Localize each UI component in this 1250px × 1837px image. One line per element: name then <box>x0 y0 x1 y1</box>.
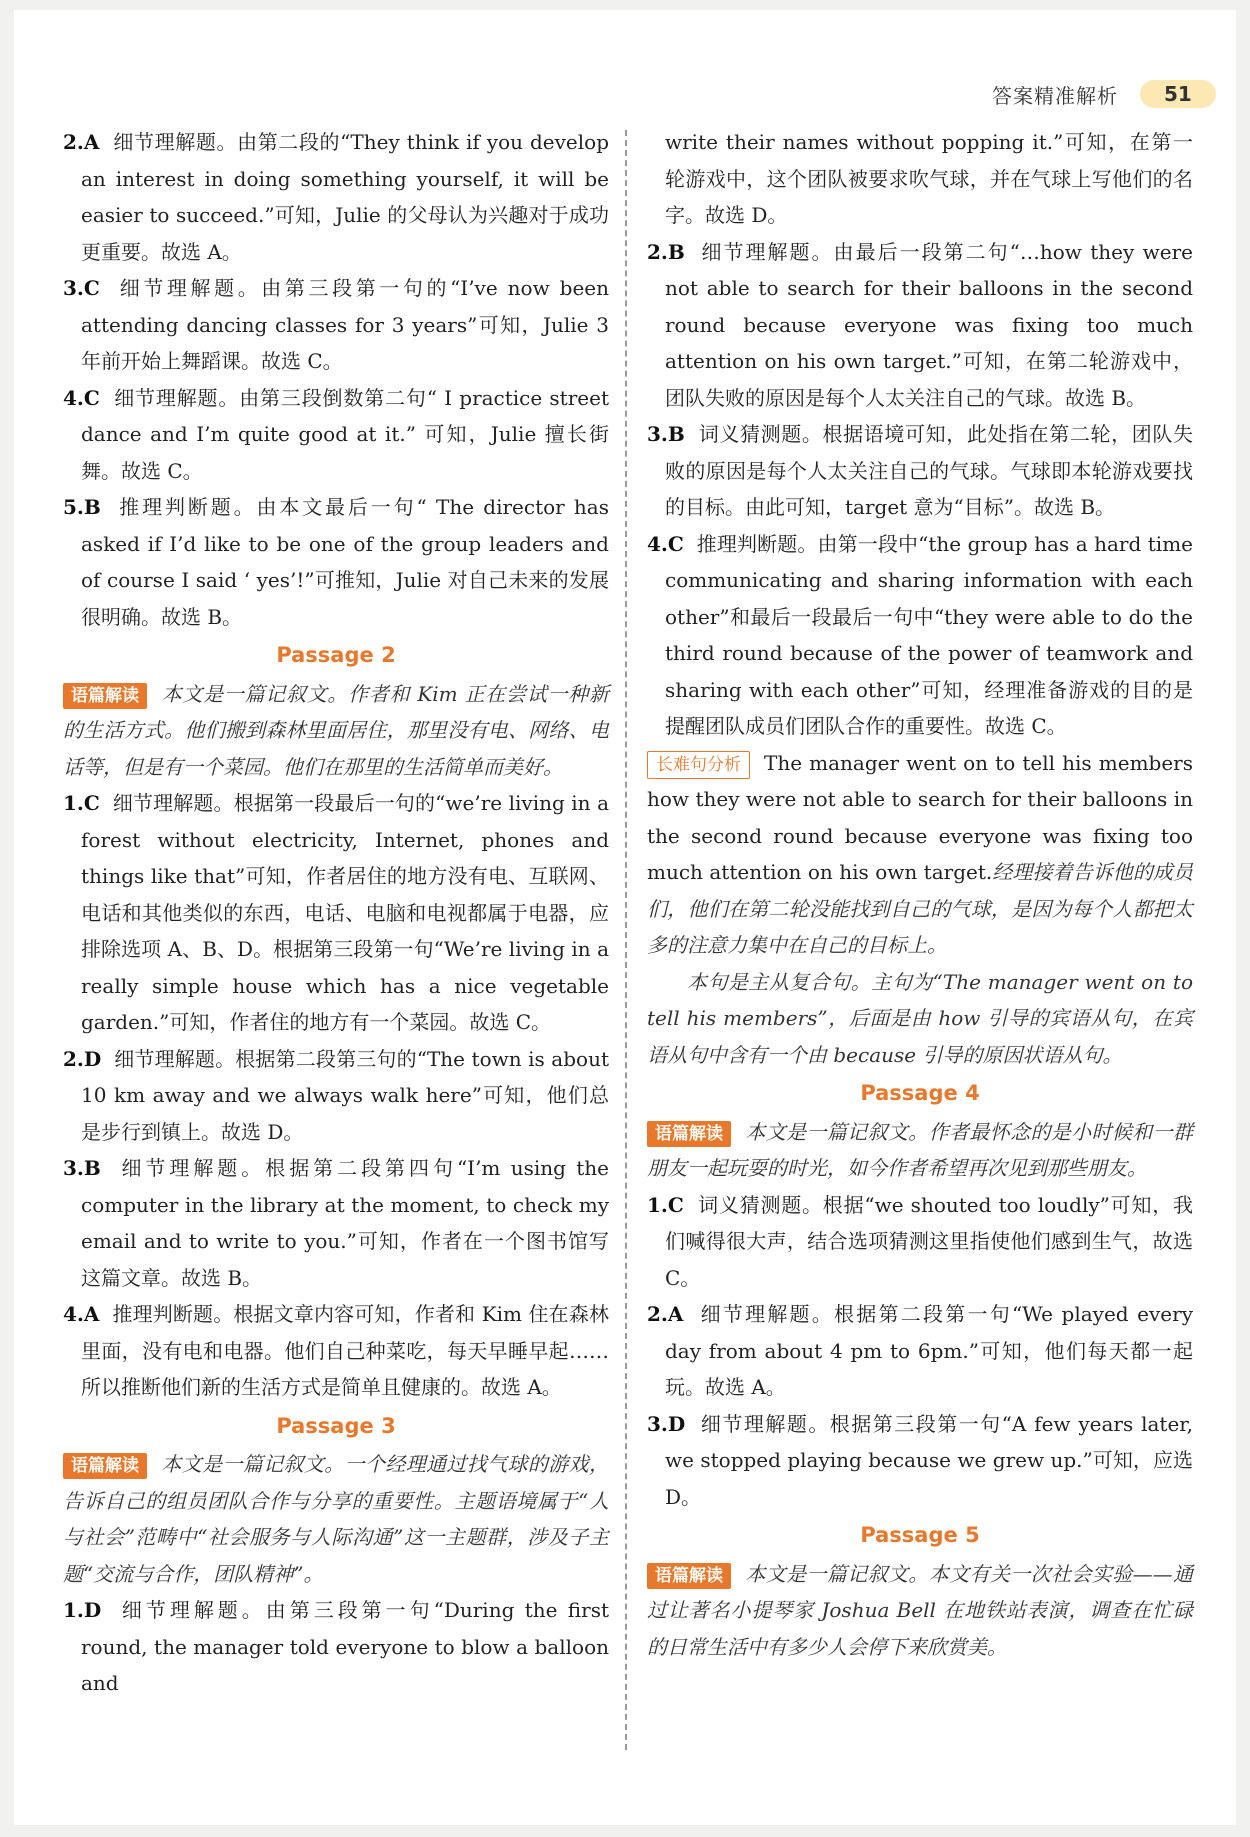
answer-text: 细节理解题。根据第二段第三句的“The town is about 10 km away and we always walk here”可知，他们总是步行到镇上。故选 D。 <box>81 1046 609 1144</box>
answer-item <box>63 124 609 270</box>
passage-5-intro-text: 本文是一篇记叙文。本文有关一次社会实验——通过让著名小提琴家 Joshua Bell 在地铁站表演，调查在忙碌的日常生活中有多少人会停下来欣赏美。 <box>647 1561 1193 1659</box>
answer-number: 1.D <box>63 1598 102 1622</box>
answer-item <box>647 416 1193 526</box>
answer-item <box>647 234 1193 417</box>
answer-text: 细节理解题。由最后一段第二句“…how they were not able to search for their balloons in the second round because everyone was fixing too much attention on his own target.”可知，在第二轮游戏中，团队失败的原因是每个人太关注自己的气球。故选 B。 <box>665 239 1193 410</box>
passage-4-intro <box>647 1114 1193 1187</box>
answer-number: 4.C <box>647 531 684 556</box>
answer-number: 4.C <box>63 385 100 410</box>
answer-item <box>647 1187 1193 1297</box>
answer-text: 细节理解题。根据第二段第四句“I’m using the computer in the library at the moment, to check my email and to write to you.”可知，作者在一个图书馆写这篇文章。故选 B。 <box>81 1156 610 1290</box>
answer-item <box>63 380 609 490</box>
answer-text: 细节理解题。根据第三段第一句“A few years later, we stopped playing because we grew up.”可知，应选 D。 <box>665 1411 1193 1509</box>
long-sentence-explanation: 本句是主从复合句。主句为“The manager went on to tell his members”，后面是由 how 引导的宾语从句，在宾语从句中含有一个由 because 引导的原因状语从句。 <box>647 969 1193 1067</box>
long-sentence-english: The manager went on to tell his members how they were not able to search for their balloons in the second round because everyone was fixing too much attention on his own target. <box>647 750 1193 884</box>
answer-number: 4.A <box>63 1302 100 1326</box>
answer-item <box>63 489 609 635</box>
continued-text: write their names without popping it.”可知，在第一轮游戏中，这个团队被要求吹气球，并在气球上写他们的名字。故选 D。 <box>665 130 1193 227</box>
passage-5-heading: Passage 5 <box>860 1523 980 1547</box>
answer-text: 词义猜测题。根据语境可知，此处指在第二轮，团队失败的原因是每个人太关注自己的气球。气球即本轮游戏要找的目标。由此可知，target 意为“目标”。故选 B。 <box>665 422 1194 519</box>
answer-text: 推理判断题。由第一段中“the group has a hard time communicating and sharing information with each other”和最后一段最后一句中“they were able to do the third round because of the power of teamwork and sharing with each other”可知，经理准备游戏的目的是提醒团队成员们团队合作的重要性。故选 C。 <box>665 531 1193 738</box>
answer-text: 细节理解题。由第二段的“They think if you develop an interest in doing something yourself, it will be easier to succeed.”可知，Julie 的父母认为兴趣对于成功更重要。故选 A。 <box>81 130 609 264</box>
passage-4-tag: 语篇解读 <box>647 1121 731 1147</box>
header-title: 答案精准解析 <box>992 83 1118 108</box>
answer-item <box>63 785 609 1041</box>
answer-number: 3.C <box>63 276 100 300</box>
passage-4-heading: Passage 4 <box>860 1081 980 1105</box>
passage-5-intro <box>647 1556 1193 1666</box>
answer-number: 2.D <box>63 1046 102 1071</box>
answer-item <box>63 1296 609 1406</box>
left-column <box>63 124 609 1702</box>
passage-3-heading: Passage 3 <box>276 1413 396 1438</box>
passage-4-intro-text: 本文是一篇记叙文。作者最怀念的是小时候和一群朋友一起玩耍的时光，如今作者希望再次见到那些朋友。 <box>647 1119 1193 1180</box>
answer-text: 推理判断题。由本文最后一句“ The director has asked if I’d like to be one of the group leaders and of course I said ‘ yes’!”可推知，Julie 对自己未来的发展很明确。故选 B。 <box>81 495 609 629</box>
answer-item <box>63 270 609 380</box>
right-column <box>647 124 1193 1665</box>
answer-item <box>63 1150 609 1296</box>
page-number: 51 <box>1140 80 1216 108</box>
answer-item <box>63 1592 609 1702</box>
answer-number: 1.C <box>63 791 100 815</box>
passage-3-intro <box>63 1446 609 1592</box>
long-sentence-tag: 长难句分析 <box>647 751 750 779</box>
page-header <box>992 76 1216 112</box>
answer-text: 细节理解题。由第三段第一句“During the first round, the manager told everyone to blow a balloon and <box>81 1598 609 1695</box>
passage-2-heading: Passage 2 <box>276 643 396 667</box>
answer-number: 1.C <box>647 1192 684 1217</box>
answer-item <box>647 1296 1193 1406</box>
answer-number: 3.D <box>647 1411 686 1436</box>
column-divider <box>625 130 627 1750</box>
passage-3-intro-text: 本文是一篇记叙文。一个经理通过找气球的游戏，告诉自己的组员团队合作与分享的重要性。主题语境属于“人与社会”范畴中“社会服务与人际沟通”这一主题群，涉及子主题“交流与合作，团队精神”。 <box>63 1452 609 1586</box>
passage-2-intro-text: 本文是一篇记叙文。作者和 Kim 正在尝试一种新的生活方式。他们搬到森林里面居住，那里没有电、网络、电话等，但是有一个菜园。他们在那里的生活简单而美好。 <box>63 681 609 779</box>
passage-3-tag: 语篇解读 <box>63 1453 147 1479</box>
answer-text: 细节理解题。根据第二段第一句“We played every day from about 4 pm to 6pm.”可知，他们每天都一起玩。故选 A。 <box>665 1302 1194 1399</box>
answer-text: 细节理解题。由第三段第一句的“I’ve now been attending dancing classes for 3 years”可知，Julie 3 年前开始上舞蹈课。故选 C。 <box>81 276 610 373</box>
answer-text: 词义猜测题。根据“we shouted too loudly”可知，我们喊得很大声，结合选项猜测这里指使他们感到生气，故选 C。 <box>665 1192 1194 1290</box>
answer-number: 2.A <box>647 1302 684 1326</box>
answer-number: 3.B <box>63 1156 101 1180</box>
answer-number: 2.B <box>647 239 685 264</box>
answer-number: 2.A <box>63 130 100 154</box>
passage-2-intro <box>63 676 609 786</box>
answer-item <box>647 1406 1193 1516</box>
long-sentence-chinese: 经理接着告诉他的成员们，他们在第二轮没能找到自己的气球，是因为每个人都把太多的注意力集中在自己的目标上。 <box>647 860 1194 957</box>
answer-text: 细节理解题。由第三段倒数第二句“ I practice street dance and I’m quite good at it.” 可知，Julie 擅长街舞。故选 C。 <box>81 385 609 483</box>
long-sentence-analysis <box>647 745 1193 964</box>
answer-text: 推理判断题。根据文章内容可知，作者和 Kim 住在森林里面，没有电和电器。他们自己种菜吃，每天早睡早起……所以推断他们新的生活方式是简单且健康的。故选 A。 <box>81 1302 609 1399</box>
passage-2-tag: 语篇解读 <box>63 683 147 709</box>
answer-item <box>647 526 1193 745</box>
answer-number: 3.B <box>647 422 685 446</box>
passage-5-tag: 语篇解读 <box>647 1563 731 1589</box>
answer-text: 细节理解题。根据第一段最后一句的“we’re living in a forest without electricity, Internet, phones and things like that”可知，作者居住的地方没有电、互联网、电话和其他类似的东西，电话、电脑和电视都属于电器，应排除选项 A、B、D。根据第三段第一句“We’re living in a really simple house which has a nice vegetable garden.”可知，作者住的地方有一个菜园。故选 C。 <box>81 791 609 1034</box>
answer-number: 5.B <box>63 495 101 519</box>
answer-item <box>63 1041 609 1151</box>
